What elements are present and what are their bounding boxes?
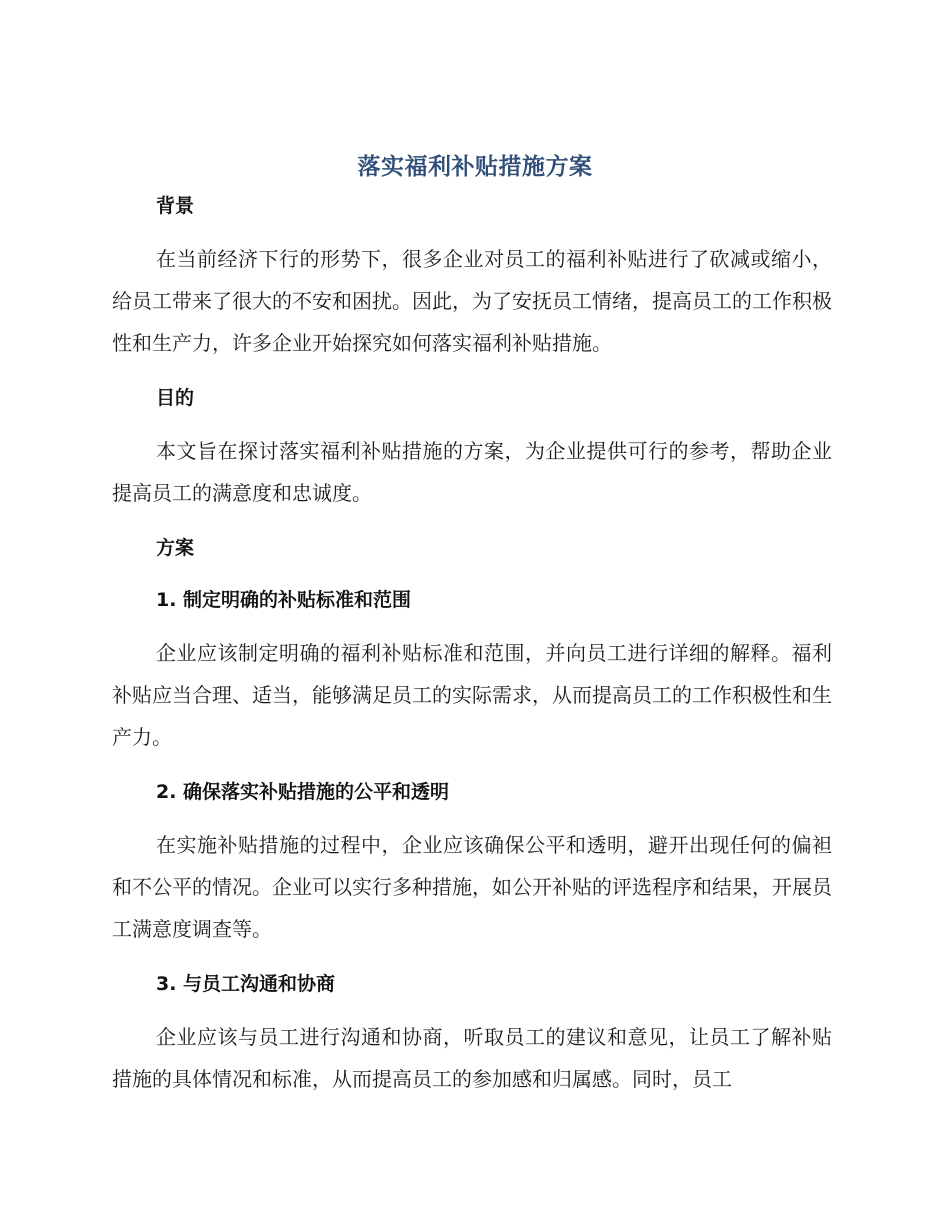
section-heading-background: 背景 bbox=[156, 195, 195, 217]
subsection-heading-2: 2. 确保落实补贴措施的公平和透明 bbox=[156, 781, 450, 803]
paragraph-background: 在当前经济下行的形势下，很多企业对员工的福利补贴进行了砍减或缩小，给员工带来了很大的不安和困扰。因此，为了安抚员工情绪，提高员工的工作积极性和生产力，许多企业开始探究如何落实福利补贴措施。 bbox=[112, 247, 832, 355]
document-body bbox=[112, 186, 832, 1100]
subsection-heading-1: 1. 制定明确的补贴标准和范围 bbox=[156, 589, 412, 611]
document-title: 落实福利补贴措施方案 bbox=[357, 154, 593, 180]
paragraph-item-3: 企业应该与员工进行沟通和协商，听取员工的建议和意见，让员工了解补贴措施的具体情况和标准，从而提高员工的参加感和归属感。同时，员工 bbox=[112, 1025, 832, 1091]
section-heading-purpose: 目的 bbox=[156, 387, 195, 409]
paragraph-item-1: 企业应该制定明确的福利补贴标准和范围，并向员工进行详细的解释。福利补贴应当合理、适当，能够满足员工的实际需求，从而提高员工的工作积极性和生产力。 bbox=[112, 641, 832, 749]
paragraph-item-2: 在实施补贴措施的过程中，企业应该确保公平和透明，避开出现任何的偏袒和不公平的情况。企业可以实行多种措施，如公开补贴的评选程序和结果，开展员工满意度调查等。 bbox=[112, 833, 832, 941]
section-heading-plan: 方案 bbox=[156, 537, 195, 559]
paragraph-purpose: 本文旨在探讨落实福利补贴措施的方案，为企业提供可行的参考，帮助企业提高员工的满意度和忠诚度。 bbox=[112, 439, 832, 505]
subsection-heading-3: 3. 与员工沟通和协商 bbox=[156, 973, 336, 995]
